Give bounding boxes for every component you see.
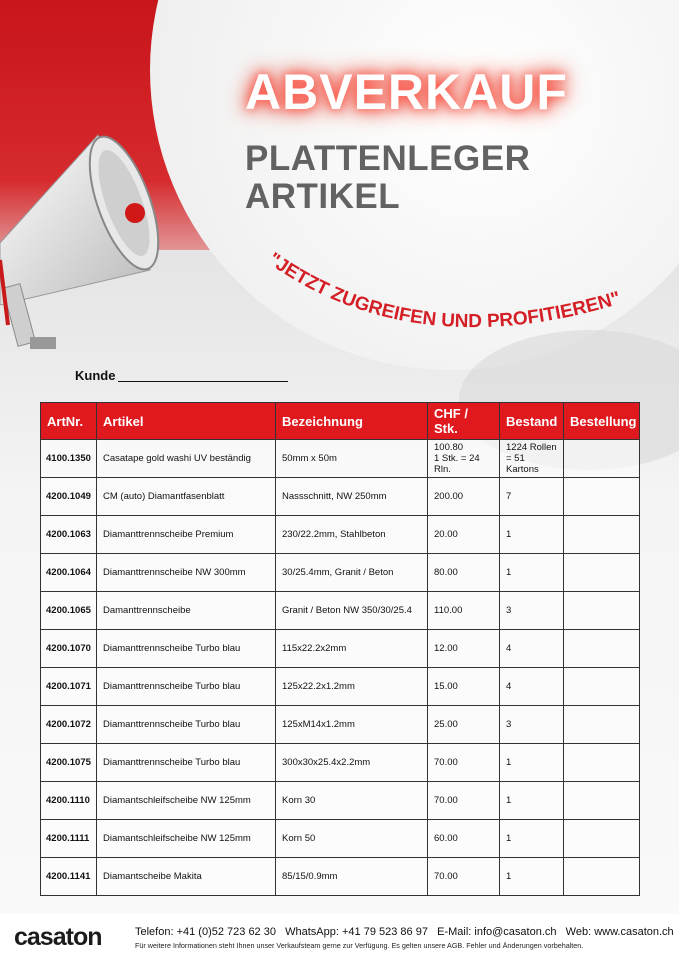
cell-bezeichnung: 125x22.2x1.2mm <box>276 668 428 706</box>
col-price-header: CHF / Stk. <box>428 403 500 440</box>
cell-price: 20.00 <box>428 516 500 554</box>
cell-artnr: 4200.1071 <box>41 668 97 706</box>
cell-order-input[interactable] <box>564 858 640 896</box>
customer-input-line[interactable] <box>118 381 288 382</box>
col-bezeichnung-header: Bezeichnung <box>276 403 428 440</box>
cell-bezeichnung: 125xM14x1.2mm <box>276 706 428 744</box>
cell-artikel: Diamanttrennscheibe Turbo blau <box>97 668 276 706</box>
table-row <box>41 744 640 782</box>
cell-artikel: Diamantschleifscheibe NW 125mm <box>97 782 276 820</box>
cell-artikel: Diamanttrennscheibe Turbo blau <box>97 744 276 782</box>
cell-stock: 1 <box>500 516 564 554</box>
cell-bezeichnung: 115x22.2x2mm <box>276 630 428 668</box>
cell-bezeichnung: Nassschnitt, NW 250mm <box>276 478 428 516</box>
cell-bezeichnung: 30/25.4mm, Granit / Beton <box>276 554 428 592</box>
cell-artikel: CM (auto) Diamantfasenblatt <box>97 478 276 516</box>
subtitle-line-2: ARTIKEL <box>245 177 401 216</box>
cell-artnr: 4200.1049 <box>41 478 97 516</box>
cell-artnr: 4200.1075 <box>41 744 97 782</box>
cell-artnr: 4200.1070 <box>41 630 97 668</box>
table-row <box>41 820 640 858</box>
cell-artikel: Diamanttrennscheibe Premium <box>97 516 276 554</box>
cell-price: 80.00 <box>428 554 500 592</box>
col-order-header: Bestellung <box>564 403 640 440</box>
cell-bezeichnung: Korn 30 <box>276 782 428 820</box>
table-header-row <box>41 403 640 440</box>
product-table <box>40 402 640 896</box>
slogan-arc <box>255 240 675 370</box>
cell-bezeichnung: 300x30x25.4x2.2mm <box>276 744 428 782</box>
subtitle-line-1: PLATTENLEGER <box>245 139 531 178</box>
table-row <box>41 592 640 630</box>
cell-artnr: 4200.1141 <box>41 858 97 896</box>
col-stock-header: Bestand <box>500 403 564 440</box>
cell-stock: 1224 Rollen = 51 Kartons <box>500 440 564 478</box>
cell-stock: 4 <box>500 668 564 706</box>
cell-price: 100.80 1 Stk. = 24 Rln. <box>428 440 500 478</box>
cell-artnr: 4200.1072 <box>41 706 97 744</box>
cell-stock: 1 <box>500 782 564 820</box>
cell-artikel: Diamanttrennscheibe Turbo blau <box>97 630 276 668</box>
cell-order-input[interactable] <box>564 440 640 478</box>
cell-artnr: 4200.1065 <box>41 592 97 630</box>
cell-artikel: Diamanttrennscheibe NW 300mm <box>97 554 276 592</box>
cell-bezeichnung: 85/15/0.9mm <box>276 858 428 896</box>
customer-label: Kunde <box>75 368 116 383</box>
cell-artikel: Diamanttrennscheibe Turbo blau <box>97 706 276 744</box>
cell-artikel: Diamantscheibe Makita <box>97 858 276 896</box>
cell-order-input[interactable] <box>564 782 640 820</box>
table-row <box>41 630 640 668</box>
cell-stock: 3 <box>500 706 564 744</box>
table-row <box>41 440 640 478</box>
cell-stock: 4 <box>500 630 564 668</box>
cell-price: 15.00 <box>428 668 500 706</box>
cell-price: 110.00 <box>428 592 500 630</box>
cell-bezeichnung: 50mm x 50m <box>276 440 428 478</box>
table-header <box>41 403 640 440</box>
svg-text:casaton: casaton <box>14 925 102 949</box>
cell-order-input[interactable] <box>564 592 640 630</box>
table-body <box>41 440 640 896</box>
cell-bezeichnung: Granit / Beton NW 350/30/25.4 <box>276 592 428 630</box>
cell-artnr: 4100.1350 <box>41 440 97 478</box>
cell-order-input[interactable] <box>564 554 640 592</box>
cell-order-input[interactable] <box>564 820 640 858</box>
cell-artnr: 4200.1111 <box>41 820 97 858</box>
col-artikel-header: Artikel <box>97 403 276 440</box>
table-row <box>41 858 640 896</box>
cell-stock: 3 <box>500 592 564 630</box>
cell-price: 70.00 <box>428 858 500 896</box>
megaphone-icon <box>0 125 175 370</box>
cell-price: 70.00 <box>428 744 500 782</box>
cell-stock: 7 <box>500 478 564 516</box>
cell-order-input[interactable] <box>564 668 640 706</box>
cell-artnr: 4200.1064 <box>41 554 97 592</box>
page-title: ABVERKAUF <box>245 64 568 120</box>
cell-stock: 1 <box>500 554 564 592</box>
page-subtitle <box>245 140 530 216</box>
cell-order-input[interactable] <box>564 706 640 744</box>
cell-price: 200.00 <box>428 478 500 516</box>
cell-price: 70.00 <box>428 782 500 820</box>
table-row <box>41 554 640 592</box>
table-row <box>41 706 640 744</box>
slogan-text: "JETZT ZUGREIFEN UND PROFITIEREN" <box>264 248 624 333</box>
table-row <box>41 516 640 554</box>
cell-bezeichnung: Korn 50 <box>276 820 428 858</box>
cell-stock: 1 <box>500 820 564 858</box>
cell-artikel: Damanttrennscheibe <box>97 592 276 630</box>
cell-stock: 1 <box>500 744 564 782</box>
cell-artnr: 4200.1110 <box>41 782 97 820</box>
cell-price: 60.00 <box>428 820 500 858</box>
col-artnr-header: ArtNr. <box>41 403 97 440</box>
table-row <box>41 478 640 516</box>
table-row <box>41 782 640 820</box>
contact-info: Telefon: +41 (0)52 723 62 30 WhatsApp: +41 79 523 86 97 E-Mail: info@casaton.ch Web: www.casaton.ch <box>135 926 674 938</box>
casaton-logo <box>14 925 130 949</box>
cell-price: 12.00 <box>428 630 500 668</box>
cell-order-input[interactable] <box>564 478 640 516</box>
cell-order-input[interactable] <box>564 516 640 554</box>
table-row <box>41 668 640 706</box>
cell-price: 25.00 <box>428 706 500 744</box>
cell-order-input[interactable] <box>564 630 640 668</box>
cell-artikel: Casatape gold washi UV beständig <box>97 440 276 478</box>
cell-stock: 1 <box>500 858 564 896</box>
cell-bezeichnung: 230/22.2mm, Stahlbeton <box>276 516 428 554</box>
cell-artikel: Diamantschleifscheibe NW 125mm <box>97 820 276 858</box>
cell-artnr: 4200.1063 <box>41 516 97 554</box>
cell-order-input[interactable] <box>564 744 640 782</box>
footer-disclaimer: Für weitere Informationen steht Ihnen unser Verkaufsteam gerne zur Verfügung. Es gelten unsere AGB. Fehler und Änderungen vorbehalten. <box>135 941 584 950</box>
